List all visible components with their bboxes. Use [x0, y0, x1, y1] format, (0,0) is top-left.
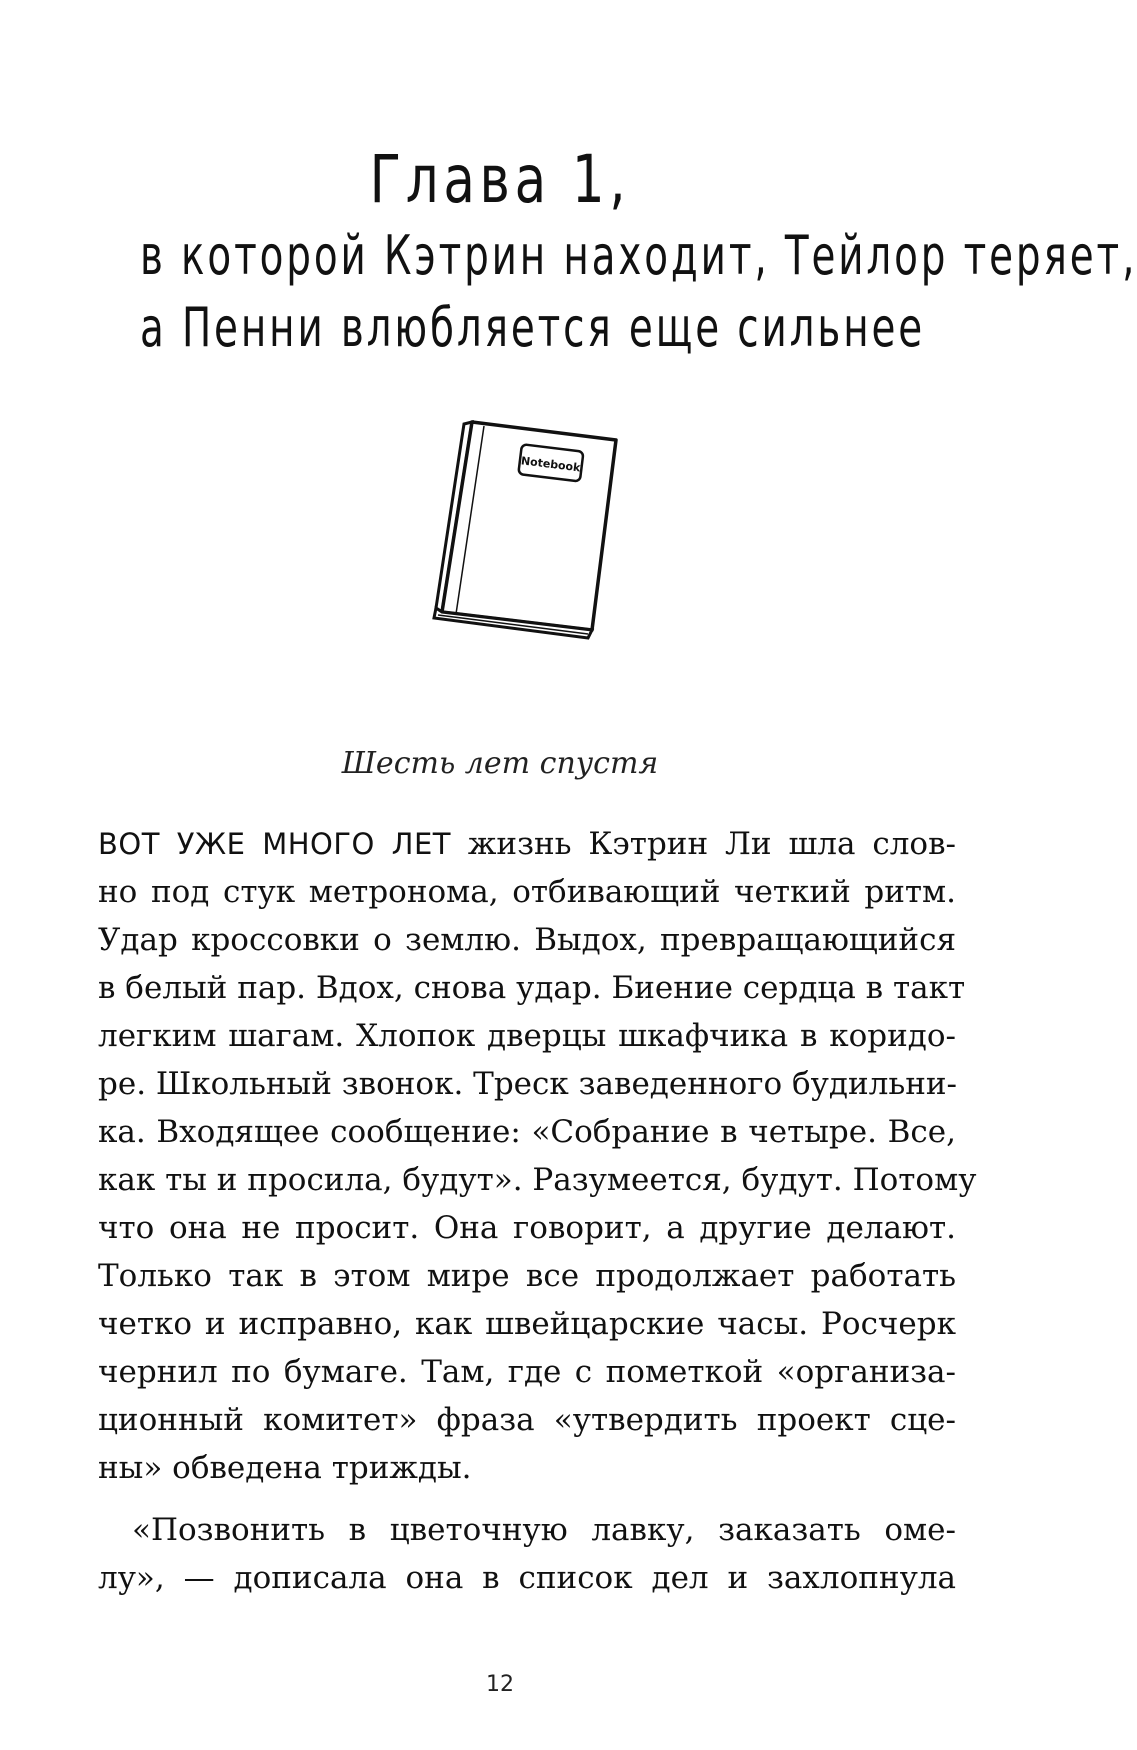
paragraph-line: лу», — дописала она в список дел и захлопнула: [98, 1560, 956, 1596]
paragraph-line: как ты и просила, будут». Разумеется, будут. Потому: [98, 1162, 977, 1198]
paragraph-line: ка. Входящее сообщение: «Собрание в четыре. Все,: [98, 1114, 956, 1150]
body-text: [98, 820, 977, 1602]
section-subtitle: Шесть лет спустя: [341, 746, 659, 781]
paragraph-line: четко и исправно, как швейцарские часы. Росчерк: [98, 1306, 956, 1342]
paragraph-line: ны» обведена трижды.: [98, 1450, 472, 1486]
paragraph-line: ционный комитет» фраза «утвердить проект сце-: [98, 1402, 956, 1438]
paragraph-line: в белый пар. Вдох, снова удар. Биение сердца в такт: [98, 970, 966, 1006]
notebook-illustration: [432, 412, 632, 662]
paragraph-line: ВОТ УЖЕ МНОГО ЛЕТ жизнь Кэтрин Ли шла слов-: [98, 826, 956, 862]
page-number: 12: [486, 1672, 514, 1697]
paragraph-line: Удар кроссовки о землю. Выдох, превращающийся: [98, 922, 956, 958]
paragraph-line: ре. Школьный звонок. Треск заведенного будильни-: [98, 1066, 958, 1102]
paragraph-line: но под стук метронома, отбивающий четкий ритм.: [98, 874, 956, 910]
chapter-heading: [0, 140, 1137, 364]
lead-caps: ВОТ УЖЕ МНОГО ЛЕТ: [98, 827, 451, 861]
chapter-subtitle-line-2: а Пенни влюбляется еще сильнее: [140, 296, 926, 359]
notebook-label: Notebook: [520, 454, 582, 475]
paragraph-line: чернил по бумаге. Там, где с пометкой «организа-: [98, 1354, 956, 1390]
chapter-number: Глава 1,: [369, 141, 631, 218]
paragraph-line: что она не просит. Она говорит, а другие делают.: [98, 1210, 956, 1246]
paragraph-line: легким шагам. Хлопок дверцы шкафчика в коридо-: [98, 1018, 956, 1054]
paragraph-line: Только так в этом мире все продолжает работать: [98, 1258, 956, 1294]
chapter-subtitle-line-1: в которой Кэтрин находит, Тейлор теряет,: [140, 224, 1137, 287]
paragraph-line: «Позвонить в цветочную лавку, заказать оме-: [132, 1512, 956, 1548]
